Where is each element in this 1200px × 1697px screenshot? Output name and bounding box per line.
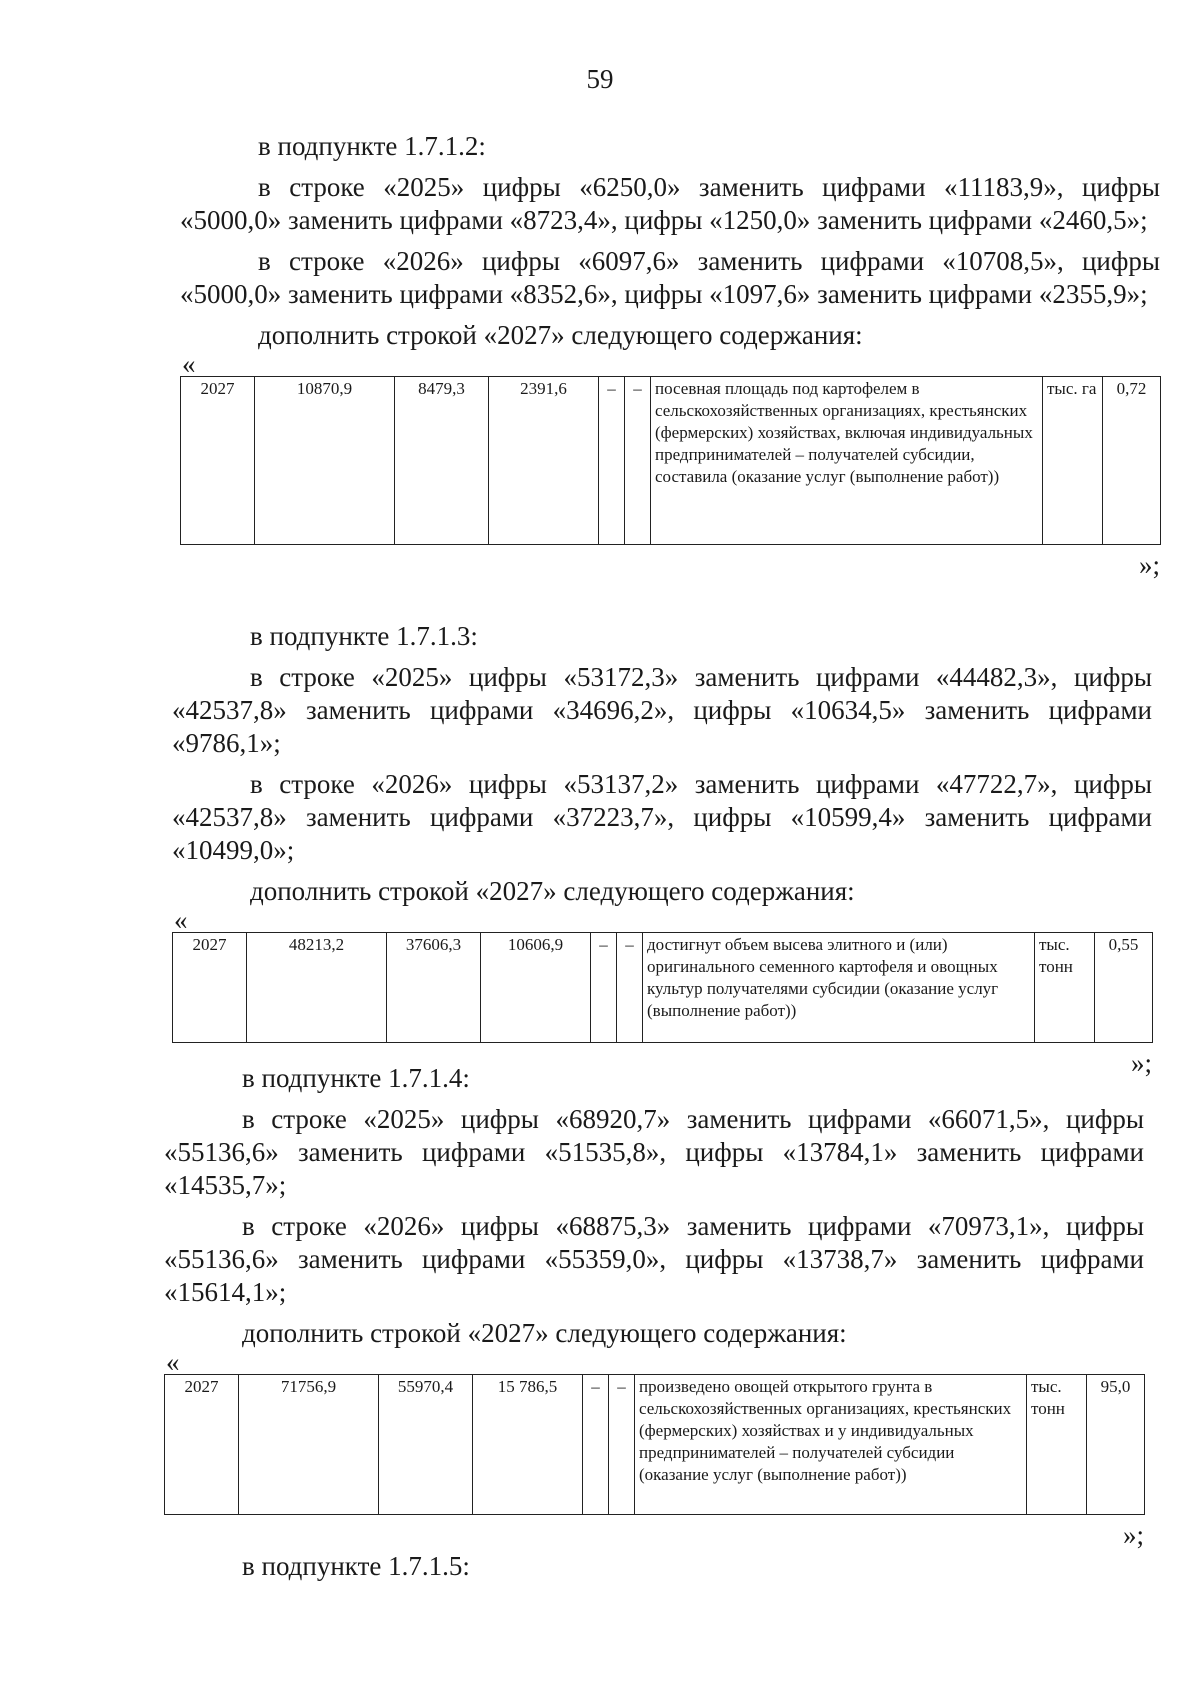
table-row [173,933,1153,1043]
section-1-7-1-4 [164,1062,1144,1609]
table-row [165,1375,1145,1515]
section-1-7-1-3 [172,620,1152,1077]
cell-dash: – [591,933,617,1043]
close-quote: »; [1138,550,1160,580]
cell-federal: 8479,3 [395,377,489,545]
cell-dash: – [617,933,643,1043]
cell-unit: тыс. тонн [1027,1375,1087,1515]
section-1-7-1-2 [180,130,1160,579]
paragraph-2026: в строке «2026» цифры «68875,3» заменить цифрами «70973,1», цифры «55136,6» заменить цифрами «55359,0», цифры «13738,7» заменить цифрами «15614,1»; [164,1211,1144,1307]
amendment-row-table [164,1374,1145,1515]
cell-value: 0,72 [1103,377,1161,545]
table-row [181,377,1161,545]
cell-total: 48213,2 [247,933,387,1043]
close-quote: »; [1130,1048,1152,1078]
add-row-line: дополнить строкой «2027» следующего содержания: [242,1318,847,1348]
cell-indicator: достигнут объем высева элитного и (или) оригинального семенного картофеля и овощных культур получателями субсидии (оказание услуг (выполнение работ)) [643,933,1035,1043]
cell-dash: – [599,377,625,545]
open-quote: « [182,349,196,379]
cell-regional: 15 786,5 [473,1375,583,1515]
cell-value: 0,55 [1095,933,1153,1043]
close-quote: »; [1122,1520,1144,1550]
cell-dash: – [625,377,651,545]
paragraph-2026: в строке «2026» цифры «6097,6» заменить цифрами «10708,5», цифры «5000,0» заменить цифрами «8352,6», цифры «1097,6» заменить цифрами «2355,9»; [180,246,1160,309]
cell-regional: 10606,9 [481,933,591,1043]
cell-federal: 55970,4 [379,1375,473,1515]
paragraph-2026: в строке «2026» цифры «53137,2» заменить цифрами «47722,7», цифры «42537,8» заменить цифрами «37223,7», цифры «10599,4» заменить цифрами «10499,0»; [172,769,1152,865]
cell-dash: – [609,1375,635,1515]
cell-unit: тыс. га [1043,377,1103,545]
cell-total: 10870,9 [255,377,395,545]
paragraph-2025: в строке «2025» цифры «53172,3» заменить цифрами «44482,3», цифры «42537,8» заменить цифрами «34696,2», цифры «10634,5» заменить цифрами «9786,1»; [172,662,1152,758]
amendment-row-table [180,376,1161,545]
cell-total: 71756,9 [239,1375,379,1515]
final-subheading: в подпункте 1.7.1.5: [242,1551,470,1581]
cell-indicator: произведено овощей открытого грунта в сельскохозяйственных организациях, крестьянских (фермерских) хозяйствах и у индивидуальных предпринимателей – получателей субсидии (оказание услуг (выполнение работ)) [635,1375,1027,1515]
cell-year: 2027 [165,1375,239,1515]
paragraph-2025: в строке «2025» цифры «68920,7» заменить цифрами «66071,5», цифры «55136,6» заменить цифрами «51535,8», цифры «13784,1» заменить цифрами «14535,7»; [164,1104,1144,1200]
open-quote: « [166,1347,180,1377]
subheading: в подпункте 1.7.1.3: [250,621,478,651]
open-quote: « [174,905,188,935]
add-row-line: дополнить строкой «2027» следующего содержания: [258,320,863,350]
add-row-line: дополнить строкой «2027» следующего содержания: [250,876,855,906]
cell-value: 95,0 [1087,1375,1145,1515]
cell-year: 2027 [181,377,255,545]
cell-regional: 2391,6 [489,377,599,545]
cell-indicator: посевная площадь под картофелем в сельскохозяйственных организациях, крестьянских (фермерских) хозяйствах, включая индивидуальных предпринимателей – получателей субсидии, составила (оказание услуг (выполнение работ)) [651,377,1043,545]
paragraph-2025: в строке «2025» цифры «6250,0» заменить цифрами «11183,9», цифры «5000,0» заменить цифрами «8723,4», цифры «1250,0» заменить цифрами «2460,5»; [180,172,1160,235]
subheading: в подпункте 1.7.1.4: [242,1063,470,1093]
cell-dash: – [583,1375,609,1515]
cell-federal: 37606,3 [387,933,481,1043]
subheading: в подпункте 1.7.1.2: [258,131,486,161]
cell-year: 2027 [173,933,247,1043]
amendment-row-table [172,932,1153,1043]
cell-unit: тыс. тонн [1035,933,1095,1043]
page-number: 59 [586,64,614,94]
